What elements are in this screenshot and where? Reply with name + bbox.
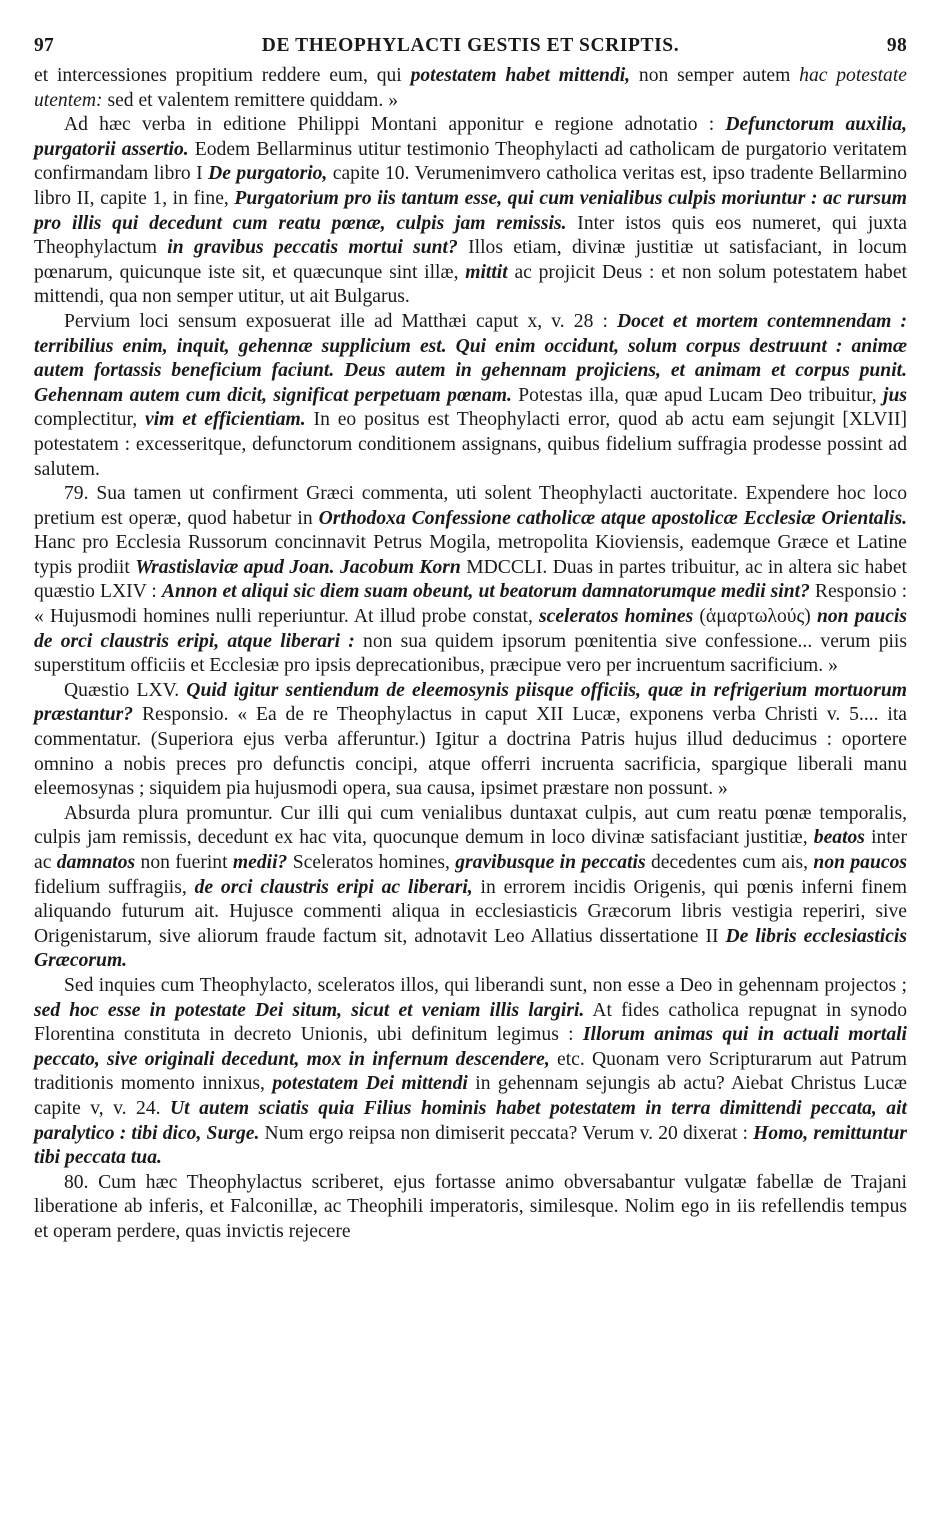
text-run: fidelium suffragiis, xyxy=(34,876,195,898)
text-run: Quæstio LXV. xyxy=(64,679,187,701)
running-title: DE THEOPHYLACTI GESTIS ET SCRIPTIS. xyxy=(261,35,680,56)
emphasized-text: jus xyxy=(883,384,907,406)
text-run: Sceleratos homines, xyxy=(287,852,456,873)
paragraph xyxy=(34,113,907,310)
emphasized-text: Ut autem sciatis quia Filius hominis habet potestatem in terra dimittendi peccata, ait paralytico : tibi dico, Surge. xyxy=(34,1097,907,1144)
paragraph xyxy=(34,1171,907,1245)
text-run: (ἁμαρτωλούς) xyxy=(693,606,817,628)
paragraph xyxy=(34,679,907,802)
text-run: At fides catholica repugnat in synodo Florentina constituta in decreto Unionis, ubi definitum legimus : xyxy=(34,999,907,1046)
text-run: non semper autem xyxy=(630,65,800,86)
text-run: Eodem Bellarminus utitur testimonio Theophylacti ad catholicam de purgatorio veritatem confirmandam libro I xyxy=(34,138,907,185)
text-run: complectitur, xyxy=(34,409,146,431)
emphasized-text: Orthodoxa Confessione catholicæ atque apostolicæ Ecclesiæ Orientalis. xyxy=(318,507,907,529)
emphasized-text: Purgatorium pro iis tantum esse, qui cum venialibus culpis moriuntur : ac rursum pro illis qui decedunt cum reatu pœnæ, culpis jam remissis. xyxy=(34,187,907,234)
emphasized-text: sed hoc esse in potestate Dei situm, sicut et veniam illis largiri. xyxy=(34,999,585,1021)
text-run: decedentes cum ais, xyxy=(645,852,814,873)
text-run: in gehennam sejungis ab actu? Aiebat Christus Lucæ capite v, v. 24. xyxy=(34,1073,907,1119)
emphasized-text: De purgatorio, xyxy=(208,163,328,185)
running-header xyxy=(34,34,907,64)
text-run: Ad hæc verba in editione Philippi Montani apponitur e regione adnotatio : xyxy=(64,114,726,136)
emphasized-text: non paucos xyxy=(813,852,907,873)
text-run: Responsio : « Hujusmodi homines nulli reperiuntur. At illud probe constat, xyxy=(34,581,908,628)
text-run: MDCCLI. Duas in partes tribuitur, ac in altera sic habet quæstio LXIV : xyxy=(34,556,907,603)
paragraph xyxy=(34,64,907,113)
text-run: non fuerint xyxy=(135,852,233,873)
right-page-number: 98 xyxy=(886,35,907,56)
text-run: In eo positus est Theophylacti error, quod ab actu eam sejungit [XLVII] potestatem : excesseritque, defunctorum conditionem assignans, quibus fidelium suffragia prodesse possint ad salutem. xyxy=(34,409,907,480)
text-run: capite 10. Verumenimvero catholica veritas est, ipso tradente Bellarmino libro II, capite 1, in fine, xyxy=(34,163,907,209)
paragraph xyxy=(34,482,907,679)
text-run: Responsio. « Ea de re Theophylactus in caput XII Lucæ, exponens verba Christi v. 5.... ita commentatur. (Superiora ejus verba afferuntur.) Igitur a doctrina Patris hujus illud deducimus : oportere omnino a nobis preces pro defunctis concipi, atque offerri incruenta sacrificia, spargique liberali manu eleemosynas ; siquidem pia hujusmodi opera, sua causa, ipsimet præstare non possunt. » xyxy=(34,704,907,800)
text-run: sed et valentem remittere quiddam. » xyxy=(102,89,398,111)
paragraph xyxy=(34,802,907,974)
text-run: in errorem incidis Origenis, qui pœnis inferni finem aliquando futurum ait. Hujusce commenti aliqua in ecclesiasticis Græcorum libris vestigia reperiri, sive Origenistarum, sive aliorum fraude factum sit, adnotavit Leo Allatius dissertatione II xyxy=(34,876,908,947)
text-run: Sed inquies cum Theophylacto, sceleratos illos, qui liberandi sunt, non esse a Deo in gehennam projectos ; xyxy=(64,974,907,996)
emphasized-text: vim et efficientiam. xyxy=(145,409,306,431)
text-run: et intercessiones propitium reddere eum, qui xyxy=(34,65,411,86)
text-run: Potestas illa, quæ apud Lucam Deo tribuitur, xyxy=(511,384,884,406)
text-run: Illos etiam, divinæ justitiæ ut satisfaciant, in locum pœnarum, quicunque iste sit, et quæcunque sint illæ, xyxy=(34,237,908,283)
emphasized-text: Defunctorum auxilia, purgatorii assertio. xyxy=(34,114,907,160)
text-run: Inter istos quis eos numeret, qui juxta Theophylactum xyxy=(34,212,907,259)
text-run: Pervium loci sensum exposuerat ille ad Matthæi caput x, v. 28 : xyxy=(64,310,618,332)
emphasized-text: hac potestate utentem: xyxy=(34,65,907,111)
text-run: etc. Quonam vero Scripturarum aut Patrum traditionis momento innixus, xyxy=(34,1048,908,1095)
text-run: Num ergo reipsa non dimiserit peccata? Verum v. 20 dixerat : xyxy=(259,1122,754,1144)
text-run: 80. Cum hæc Theophylactus scriberet, ejus fortasse animo obversabantur vulgatæ fabellæ de Trajani liberatione ab inferis, et Falconillæ, ac Theophili imperatoris, similesque. Nolim ego in iis refellendis tempus et operam perdere, quas invictis rejecere xyxy=(34,1171,907,1242)
text-run: non sua quidem ipsorum pœnitentia sive confessione... verum piis superstitum officiis et Ecclesiæ pro ipsis deprecationibus, præcipue vero per incruentum sacrificium. » xyxy=(34,630,908,677)
text-run: Hanc pro Ecclesia Russorum concinnavit Petrus Mogila, metropolita Kioviensis, eademque Græce et Latine typis prodiit xyxy=(34,532,907,578)
emphasized-text: damnatos xyxy=(56,852,136,873)
emphasized-text: sceleratos homines xyxy=(539,606,694,628)
left-page-number: 97 xyxy=(34,35,55,56)
text-run: ac projicit Deus : et non solum potestatem habet mittendi, qua non semper utitur, ut ait Bulgarus. xyxy=(34,261,907,308)
emphasized-text: Homo, remittuntur tibi peccata tua. xyxy=(34,1122,907,1169)
paragraph xyxy=(34,310,907,482)
emphasized-text: De libris ecclesiasticis Græcorum. xyxy=(34,925,907,972)
emphasized-text: de orci claustris eripi ac liberari, xyxy=(194,876,473,898)
emphasized-text: Docet et mortem contemnendam : terribilius enim, inquit, gehennæ supplicium est. Qui enim occidunt, solum corpus destruunt : animæ autem fortassis beneficium faciunt. Deus autem in gehennam projiciens, et animam et corpus punit. Gehennam autem cum dicit, significat perpetuam pœnam. xyxy=(34,310,907,406)
emphasized-text: Wrastislaviæ apud Joan. Jacobum Korn xyxy=(135,556,461,578)
emphasized-text: mittit xyxy=(465,261,508,283)
emphasized-text: medii? xyxy=(232,852,288,873)
emphasized-text: Quid igitur sentiendum de eleemosynis piisque officiis, quæ in refrigerium mortuorum præstantur? xyxy=(34,679,907,726)
text-run: inter ac xyxy=(34,827,907,873)
emphasized-text: gravibusque in peccatis xyxy=(455,852,646,873)
emphasized-text: beatos xyxy=(813,827,865,849)
emphasized-text: potestatem Dei mittendi xyxy=(272,1073,468,1095)
emphasized-text: Illorum animas qui in actuali mortali peccato, sive originali decedunt, mox in infernum descendere, xyxy=(34,1024,907,1070)
emphasized-text: in gravibus peccatis mortui sunt? xyxy=(167,237,458,259)
emphasized-text: Annon et aliqui sic diem suam obeunt, ut beatorum damnatorumque medii sint? xyxy=(161,581,810,603)
body-text xyxy=(34,64,907,1245)
paragraph xyxy=(34,974,907,1171)
text-run: Absurda plura promuntur. Cur illi qui cum venialibus duntaxat culpis, aut cum reatu pœnæ temporalis, culpis jam remissis, decedunt ex hac vita, quocunque demum in loco divinæ satisfaciant justitiæ, xyxy=(34,802,907,849)
emphasized-text: non paucis de orci claustris eripi, atque liberari : xyxy=(34,606,907,652)
emphasized-text: potestatem habet mittendi, xyxy=(410,65,631,86)
text-run: 79. Sua tamen ut confirment Græci commenta, uti solent Theophylacti auctoritate. Expendere hoc loco pretium est operæ, quod habetur in xyxy=(34,483,907,529)
